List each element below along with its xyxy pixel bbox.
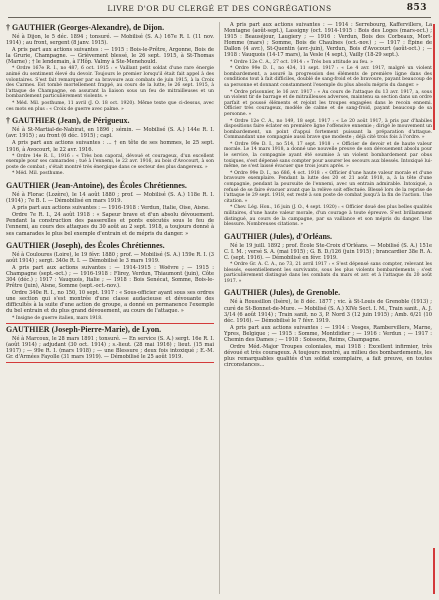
column-divider bbox=[219, 22, 220, 594]
entry-paragraph: A pris part aux actions suivantes : — 1914 : Serrebourg, Kaffervillers, La Montagne (août-sept.), Lassigny (oct. 1914-1915 : Bois des Loges (mars-oct.) ; 1915 : Beauséjour, Laugiery ; — 1916 : Verdun, Bois des Corbeaux, Mort-Homme (mars) ; Somme, Bois de Chaulnes (oct.-nov.) ; — 1917 : Épine de Dallon (4 avr.), St-Quentin (avr.-juin), Verdun, Bois d'Avocourt (août-oct.) ; — 1918 : Vauquois (14-17 mars), la Vesle (4 sept.), Vailly (18-29 sept.). bbox=[224, 22, 432, 59]
running-title: LIVRE D'OR DU CLERGÉ ET DES CONGRÉGATIONS bbox=[107, 4, 332, 13]
entry-paragraph: Né à Couloures (Loire), le 19 févr. 1880 ; prof. — Mobilisé (S. A.) 159e R. I. (3 août 1914) ; sergt. 340e R. I. — Démobilisé le 3 mars 1919. bbox=[6, 251, 214, 264]
entry-paragraph: Né à Roussillon (Isère), le 8 déc. 1877 ; vic. à St-Louis de Grenoble (1913) ; curé de St-Bonnet-de-Mure. — Mobilisé (S. A.) XIVe Sect. I. M., Train sanit., A. J. 3/14 (6 août 1914) ; Train sanit. no 3, P. Nord 3 (12 juin 1915) ; Amb. 6/21 (10 déc. 1916). — Démobilisé le 7 févr. 1919. bbox=[224, 299, 432, 324]
entry-paragraph: A pris part aux actions suivantes : — 1914-1915 : Woëvre ; — 1915 : Champagne (sept.-oct.) ; — 1916-1918 : Flirey, Verdun, Thiaumont (juin), Côte 304 (déc.) ; 1917 : Vauquois, Italie ; — 1918 : Bois Senécat, Somme, Bois-le-Prêtre (juin), Aisne, Somme (sept.-oct.-nov.). bbox=[6, 264, 214, 290]
entry-paragraph: A pris part aux actions suivantes : ... † en tête de ses hommes, le 25 sept. 1916, à Avocourt, le 22 avr. 1916. bbox=[6, 140, 214, 153]
entry-paragraph: Ordre Méd.-Major Troupes coloniales, mai 1918 : Excellent infirmier, très dévoué et très courageux. A toujours montré, au milieu des bombardements, les plus remarquables qualités d'un soldat exemplaire, a fait preuve, en toutes circonstances... bbox=[224, 344, 432, 369]
entry-name: GAUTHIER (Jules), de Grenoble. bbox=[224, 288, 341, 298]
page-number: 853 bbox=[406, 3, 427, 13]
entry-paragraph: * Ordre 99e D. I., no 686, 4 oct. 1918 : « Officier d'une haute valeur morale et d'une bravoure exemplaire. Pendant la lutte des 20 et 21 août 1918, a, à la tête d'une compagnie, pendant la poursuite de l'ennemi, avec un entrain admirable. Intoxiqué, a refusé de se faire évacuer avant que la relève soit effectuée. Blessé lors de la reprise de l'attaque le 29 sept. 1918, est resté à son poste de combat jusqu'à la fin de l'action. Une citation. » bbox=[224, 170, 432, 204]
entry-paragraph: * Chev. Lég. Hon., 16 juin (J. O., 4 sept. 1920) : « Officier doué des plus belles qualités militaires, d'une haute valeur morale, d'un courage à toute épreuve. S'est brillamment distingué, au cours de la campagne, par sa vaillance et son mépris du danger. Une blessure. Nombreuses citations. » bbox=[224, 205, 432, 228]
biography-entry bbox=[6, 325, 214, 360]
entry-paragraph: Né le 19 juill. 1892 ; prof. École Ste-Croix d'Orléans. — Mobilisé (S. A.) 151e C. I. M. ; versé S. A. (mai 1915) ; G. B. D./126 (juin 1915) ; brancardier 38e R. A. C. (sept. 1916). — Démobilisé en févr. 1919. bbox=[224, 242, 432, 261]
entry-paragraph: * Ordre Gr. A. C. A., no 73, 21 avril 1917 : « S'est dépensé sans compter, relevant les blessés, essentiellement les survivants, sous les plus violents bombardements ; s'est particulièrement distingué dans les combats du mars et avr. et à l'attaque du 20 août 1917. » bbox=[224, 262, 432, 284]
biography-entry bbox=[224, 232, 432, 285]
entry-paragraph: A pris part aux actions suivantes : — 1916-1918 : Verdun, Italie, Oise, Aisne. bbox=[12, 205, 210, 212]
right-column bbox=[224, 22, 432, 596]
entry-paragraph: * Ordre 99e D. I., no 434, 11 sept. 1917 : « Le 4 avr. 1917, malgré un violent bombardement, a assuré la progression des éléments de première ligne dans des conditions tout à fait difficiles, doublé de sang-froid et de bravoure, payant beaucoup de sa personne et donnant constamment l'exemple du plus absolu mépris du danger. » bbox=[224, 66, 432, 88]
entry-name: † GAUTHIER (Georges-Alexandre), de Dijon. bbox=[6, 23, 165, 32]
biography-entry bbox=[224, 22, 432, 228]
entry-paragraph: * Méd. Mil. posthume. bbox=[12, 171, 64, 177]
entry-paragraph: * Ordre 14e R. I., 1916 : « Très bon caporal, dévoué et courageux, d'un excellent exemple pour ses camarades ; tué à l'ennemi, le 22 avr. 1916, au bois d'Avocourt, à son poste de combat ; s'était montré très énergique dans ce secteur des plus dangereux. » bbox=[6, 153, 214, 170]
entry-name: GAUTHIER (Jean-Antoine), des Écoles Chrétiennes. bbox=[6, 180, 187, 190]
entry-paragraph: Ordre 340e R. I., no 150, 10 sept. 1917 : « Sous-officier ayant sous ses ordres une section qui s'est montrée d'une classe audacieuse et dévouante des difficultés à la suite d'une action de groupe, a donné en permanence l'exemple du bel entrain et du plus grand dévouement, au cours de l'attaque. » bbox=[6, 290, 214, 315]
entry-paragraph: * Méd. Mil. posthume, 11 avril (J. O. 18 oct. 1920). Même texte que ci-dessus, avec ces mots en plus : « Croix de guerre avec palme. » bbox=[6, 101, 214, 112]
entry-paragraph: * Ordre 167e R. I., no 487, 6 oct. 1915 : « Vaillant petit soldat d'une rare énergie animé du sentiment élevé du devoir. Toujours le premier lorsqu'il était fait appel à des volontaires. S'est fait remarquer par sa bravoure aux combats de juin 1915, à la Croix des Carmes. Est tombé mortellement frappé, au cours de la lutte, le 26 sept. 1915, à l'attaque de Champagne, en assurant la liaison sous un feu de mitrailleuses et un bombardement particulièrement violents. » bbox=[6, 66, 214, 100]
biography-entry bbox=[6, 116, 214, 177]
entry-name: GAUTHIER (Joseph-Pierre-Marie), de Lyon. bbox=[6, 325, 162, 335]
entry-paragraph: A pris part aux actions suivantes : — 1915 : Bois-le-Prêtre, Argonne, Bois de la Grurie, Champagne. — Grièvement blessé, le 26 sept. 1915, à St-Thomas (Marne) ; † le lendemain, à l'Hôp. Valmy à Ste-Menehould. bbox=[6, 47, 214, 66]
margin-marker bbox=[433, 548, 435, 594]
entry-name: GAUTHIER (Joseph), des Écoles Chrétiennes. bbox=[6, 240, 165, 250]
entry-paragraph: * Ordre 99e D. I., no 514, 17 sept. 1918 : « Officier de devoir et de haute valeur morale. Le 14 mars 1918, a donné une nouvelle preuve de son dévouement absolu pour le service, la compagnie ayant été soumise à un violent bombardement par obus toxiques, s'est dépensé sans compter pour assurer les secours aux blessés. Intoxiqué lui-même, ne s'est laissé évacuer que trois jours après. » bbox=[224, 141, 432, 170]
left-column bbox=[6, 22, 214, 596]
header-rule bbox=[8, 17, 431, 18]
biography-entry bbox=[6, 181, 214, 237]
entry-paragraph: * Ordre 12e C. A., 27 oct. 1914 : « Très bon attitude au feu. » bbox=[230, 59, 373, 65]
entry-paragraph: Né à Florac (Lozère), le 14 août 1880 ; prof. — Mobilisé (S. A.) 118e R. I. (1914) ; 7e B. I. — Démobilisé en mars 1919. bbox=[6, 191, 214, 205]
entry-paragraph: Né à Marcoux, le 28 mars 1891 ; tonsuré. — En service (S. A.) sergt. 16e R. I. (août 1914) ; adjudant (30 oct. 1914) ; s.-lieut. (28 mai 1916) ; lieut. (15 mai 1917) ; — 99e R. I. (mars 1918) ; — une Blessure ; deux fois intoxiqué ; E.-M. Gr. d'Armées Fayolle (31 mars 1919). — Démobilisé le 25 août 1919. bbox=[6, 336, 214, 361]
entry-name: † GAUTHIER (Jean), de Périgueux. bbox=[6, 116, 130, 126]
biography-entry bbox=[224, 288, 432, 368]
entry-paragraph: Né à Dijon, le 5 déc. 1894 ; tonsuré. — Mobilisé (S. A.) 167e R. I. (11 nov. 1914) ; au front, sergent (8 janv. 1915). bbox=[6, 34, 214, 47]
entry-paragraph: Né à St-Martial-de-Nabirat, en 1896 ; sémin. — Mobilisé (S. A.) 144e R. I. (avr. 1915) ; au front (6 déc. 1915) ; capl. bbox=[6, 127, 214, 140]
entry-paragraph: * Ordre prisonnier, le 16 avr. 1917 : « Au cours de l'attaque du 13 avr. 1917, a, sous un violent tir de barrage et de mitrailleuses adverses, maintenu sa section dans un ordre parfait et poussé éléments et rejoint les troupes engagées dans le recoin ennemi. Officier très courageux, modèle de calme et de sang-froid, payant beaucoup de sa personne. » bbox=[224, 89, 432, 117]
page-header bbox=[8, 4, 431, 16]
biography-entry bbox=[6, 23, 214, 112]
entry-paragraph: * Ordre 12e C. A., no 149, 18 sept. 1917 : « Le 20 août 1917, à pris par d'habiles dispositions faire éclater en première ligne l'offensive ennemie ; dirigé le mouvement un bombardement, un point d'appui fortement puissant la préparation d'attaque. Commandant une compagnie aussi brave que modeste ; déjà cité trois fois à l'ordre. » bbox=[224, 118, 432, 141]
entry-paragraph: A pris part aux actions suivantes : — 1914 : Vosges, Rambervillers, Marne, Ypres, Belgique ; — 1915 : Somme, Montdidier ; — 1916 : Verdun ; — 1917 : Chemin des Dames ; — 1918 : Soissons, Reims, Champagne. bbox=[224, 324, 432, 343]
entry-name: GAUTHIER (Jules), d'Orléans. bbox=[224, 231, 333, 241]
entry-paragraph: Ordre 7e R. I., 24 août 1918 : « Sapeur brave et d'un absolu dévouement. Pendant la construction des passerelles et ponts exécutés sous le feu de l'ennemi, au cours des attaques du 30 août au 2 sept. 1918, a toujours donné à ses camarades le plus bel exemple d'entrain et de mépris du danger. » bbox=[6, 212, 214, 237]
margin-marker bbox=[433, 24, 435, 130]
entry-paragraph: * Insigne de guerre italien, mars 1918. bbox=[12, 315, 103, 321]
biography-entry bbox=[6, 241, 214, 322]
